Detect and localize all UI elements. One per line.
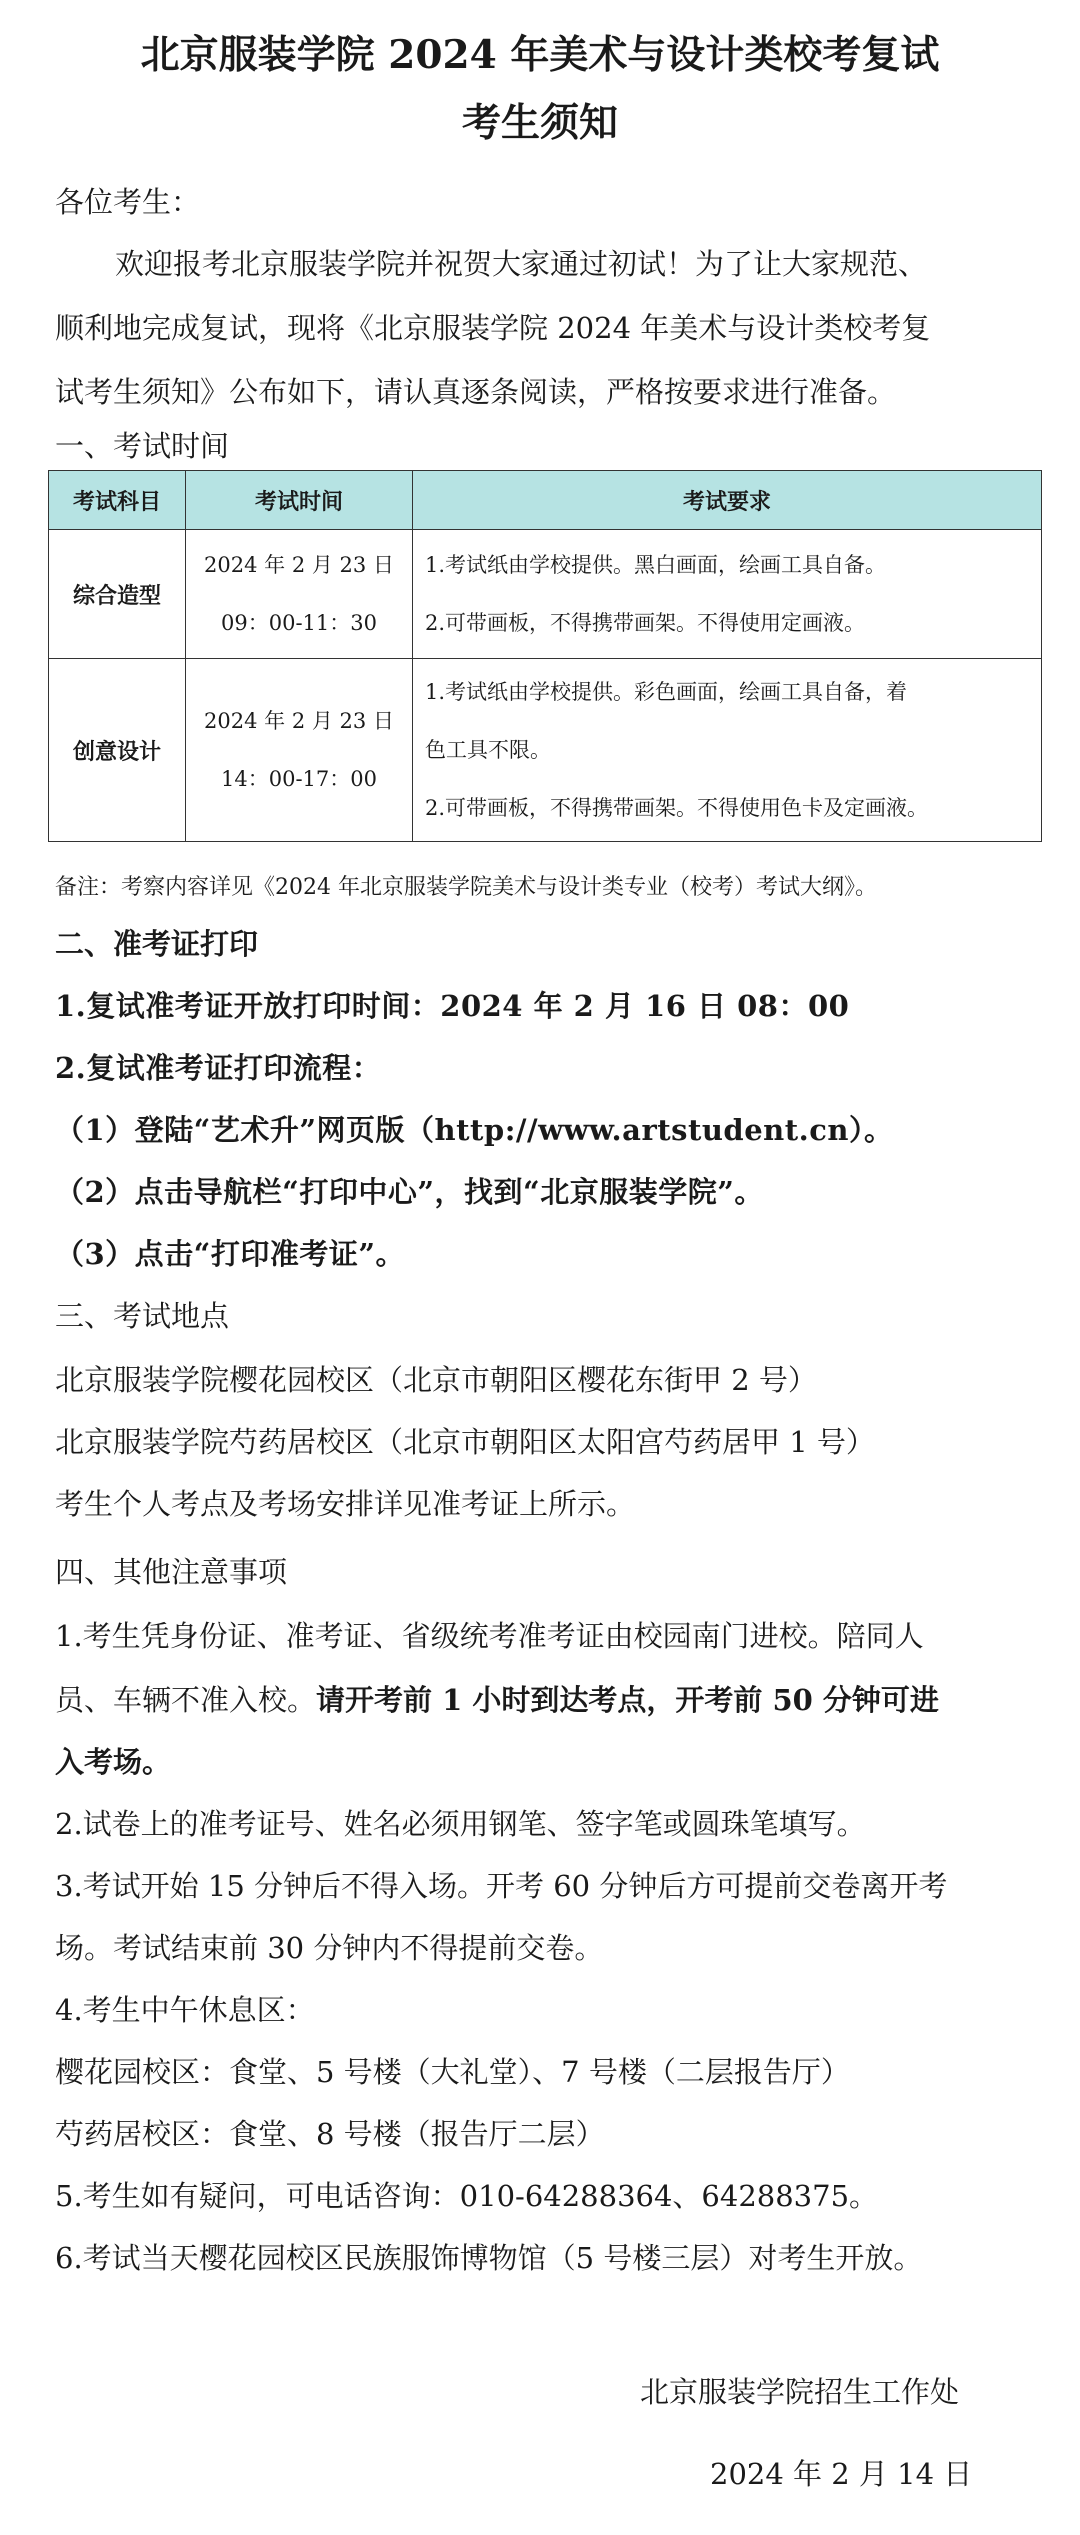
notice-item-1c: 入考场。	[55, 1745, 172, 1779]
intro-line-2: 顺利地完成复试，现将《北京服装学院 2024 年美术与设计类校考复	[55, 311, 931, 345]
table-header-row	[49, 471, 1042, 530]
print-process-title: 2.复试准考证打印流程：	[55, 1051, 382, 1085]
requirements-cell	[413, 659, 1042, 842]
requirement: 色工具不限。	[425, 738, 551, 762]
table-note: 备注：考察内容详见《2024 年北京服装学院美术与设计类专业（校考）考试大纲》。	[55, 875, 877, 900]
time-cell	[186, 659, 413, 842]
exam-schedule-table	[48, 470, 1042, 842]
notice-item-3a: 3.考试开始 15 分钟后不得入场。开考 60 分钟后方可提前交卷离开考	[55, 1869, 948, 1903]
exam-date: 2024 年 2 月 23 日	[204, 553, 394, 577]
notice-item-5: 5.考生如有疑问，可电话咨询：010-64288364、64288375。	[55, 2179, 879, 2213]
print-open-time: 1.复试准考证开放打印时间：2024 年 2 月 16 日 08：00	[55, 989, 850, 1023]
requirement: 1.考试纸由学校提供。彩色画面，绘画工具自备，着	[425, 680, 908, 704]
notice-item-3b: 场。考试结束前 30 分钟内不得提前交卷。	[55, 1931, 604, 1965]
location-line-1: 北京服装学院樱花园校区（北京市朝阳区樱花东街甲 2 号）	[55, 1363, 817, 1397]
requirements-cell	[413, 530, 1042, 659]
notice-item-1b	[55, 1683, 1045, 1717]
time-cell	[186, 530, 413, 659]
table-row	[49, 659, 1042, 842]
notice-item-4: 4.考生中午休息区：	[55, 1993, 315, 2027]
exam-time: 14：00-17：00	[221, 767, 377, 791]
section-1-heading: 一、考试时间	[55, 429, 230, 463]
print-step-2: （2）点击导航栏“打印中心”，找到“北京服装学院”。	[55, 1175, 764, 1209]
section-4-heading: 四、其他注意事项	[55, 1555, 288, 1589]
intro-line-3: 试考生须知》公布如下，请认真逐条阅读，严格按要求进行准备。	[55, 375, 897, 409]
location-line-2: 北京服装学院芍药居校区（北京市朝阳区太阳宫芍药居甲 1 号）	[55, 1425, 875, 1459]
section-2-heading: 二、准考证打印	[55, 927, 259, 961]
exam-date: 2024 年 2 月 23 日	[204, 709, 394, 733]
intro-line-1: 欢迎报考北京服装学院并祝贺大家通过初试！为了让大家规范、	[115, 247, 928, 281]
signature-org: 北京服装学院招生工作处	[640, 2375, 960, 2409]
exam-time: 09：00-11：30	[221, 611, 377, 635]
page-subtitle: 考生须知	[461, 100, 618, 146]
table-row	[49, 530, 1042, 659]
header-requirements: 考试要求	[413, 471, 1042, 530]
rest-area-yinghuayuan: 樱花园校区：食堂、5 号楼（大礼堂）、7 号楼（二层报告厅）	[55, 2055, 850, 2089]
notice-item-1b-plain: 员、车辆不准入校。	[55, 1683, 317, 1717]
location-line-3: 考生个人考点及考场安排详见准考证上所示。	[55, 1487, 636, 1521]
page-title: 北京服装学院 2024 年美术与设计类校考复试	[140, 32, 940, 78]
requirement: 2.可带画板，不得携带画架。不得使用色卡及定画液。	[425, 796, 929, 820]
notice-item-1a: 1.考生凭身份证、准考证、省级统考准考证由校园南门进校。陪同人	[55, 1619, 924, 1653]
subject-cell: 综合造型	[49, 530, 186, 659]
print-step-3: （3）点击“打印准考证”。	[55, 1237, 406, 1271]
greeting: 各位考生：	[55, 185, 201, 219]
header-subject: 考试科目	[49, 471, 186, 530]
requirement: 2.可带画板，不得携带画架。不得使用定画液。	[425, 611, 866, 635]
section-3-heading: 三、考试地点	[55, 1299, 230, 1333]
notice-item-6: 6.考试当天樱花园校区民族服饰博物馆（5 号楼三层）对考生开放。	[55, 2241, 923, 2275]
subject-cell: 创意设计	[49, 659, 186, 842]
rest-area-shaoyaoju: 芍药居校区：食堂、8 号楼（报告厅二层）	[55, 2117, 605, 2151]
signature-date: 2024 年 2 月 14 日	[710, 2457, 973, 2491]
header-time: 考试时间	[186, 471, 413, 530]
notice-item-2: 2.试卷上的准考证号、姓名必须用钢笔、签字笔或圆珠笔填写。	[55, 1807, 866, 1841]
requirement: 1.考试纸由学校提供。黑白画面，绘画工具自备。	[425, 553, 887, 577]
print-step-1: （1）登陆“艺术升”网页版（http://www.artstudent.cn）。	[55, 1113, 894, 1147]
notice-item-1b-bold: 请开考前 1 小时到达考点，开考前 50 分钟可进	[316, 1683, 939, 1717]
